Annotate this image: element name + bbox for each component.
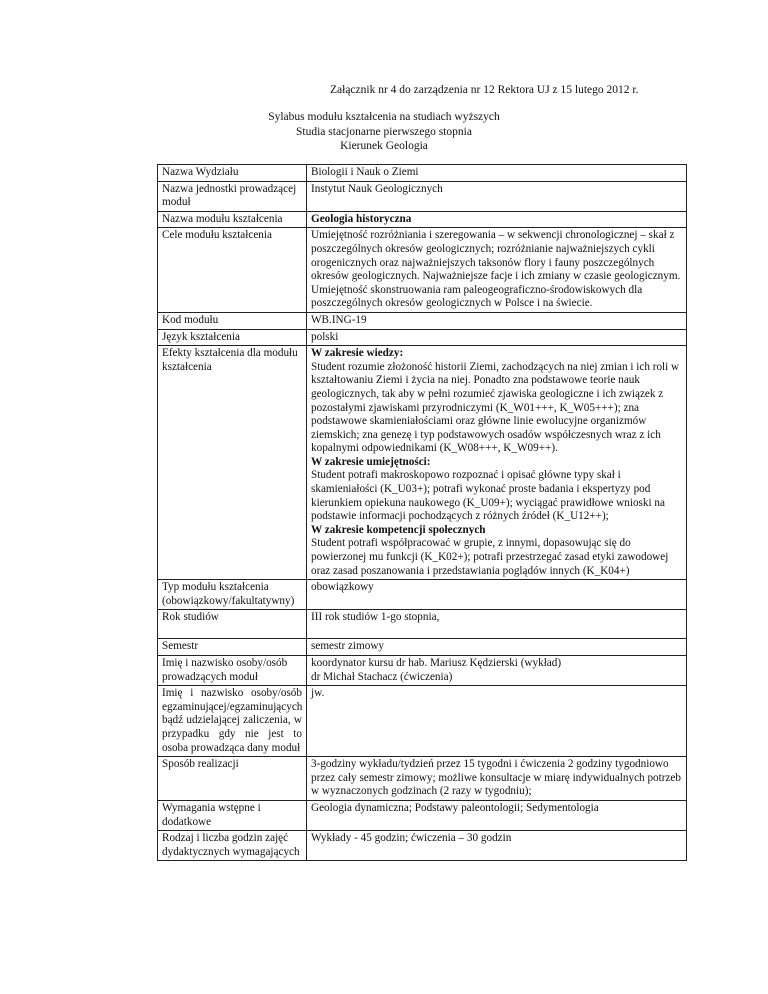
knowledge-heading: W zakresie wiedzy: bbox=[311, 347, 404, 360]
unit-label: Nazwa jednostki prowadzącej moduł bbox=[158, 181, 307, 211]
competence-heading: W zakresie kompetencji społecznych bbox=[311, 523, 486, 536]
module-type-label: Typ modułu kształcenia (obowiązkowy/fakultatywny) bbox=[158, 580, 307, 610]
semester-label: Semestr bbox=[158, 639, 307, 656]
hours-label: Rodzaj i liczba godzin zajęć dydaktycznych wymagających bbox=[158, 831, 307, 861]
language-label: Język kształcenia bbox=[158, 329, 307, 346]
table-row bbox=[158, 656, 687, 686]
code-label: Kod modułu bbox=[158, 312, 307, 329]
examiners-label-first-line: Imię i nazwisko osoby/osób bbox=[162, 687, 302, 700]
unit-value: Instytut Nauk Geologicznych bbox=[307, 181, 687, 211]
knowledge-text: Student rozumie złożoność historii Ziemi, zachodzących na niej zmian i ich roli w kształtowaniu Ziemi i życia na niej. Ponadto zna podstawowe teorie nauk geologicznych, tak aby w pełni rozumieć zjawiska geologiczne i ich związek z pozostałymi zjawiskami przyrodniczymi (K_W01+++, K_W05+++); zna podstawowe skamieniałościami oraz główne linie ewolucyjne organizmów ziemskich; zna genezę i typ podstawowych osadów współczesnych wraz z ich kopalnymi odpowiednikami (K_W08+++, K_W09++). bbox=[311, 360, 680, 455]
table-row bbox=[158, 329, 687, 346]
year-label: Rok studiów bbox=[158, 610, 307, 639]
outcomes-label: Efekty kształcenia dla modułu kształcenia bbox=[158, 346, 307, 580]
semester-value: semestr zimowy bbox=[307, 639, 687, 656]
syllabus-heading bbox=[0, 110, 768, 154]
lecturers-label: Imię i nazwisko osoby/osób prowadzących moduł bbox=[158, 656, 307, 686]
outcomes-value bbox=[307, 346, 687, 580]
table-row bbox=[158, 639, 687, 656]
examiners-label bbox=[158, 686, 307, 757]
annex-reference: Załącznik nr 4 do zarządzenia nr 12 Rektora UJ z 15 lutego 2012 r. bbox=[330, 84, 639, 96]
table-row bbox=[158, 580, 687, 610]
delivery-label: Sposób realizacji bbox=[158, 757, 307, 801]
code-value: WB.ING-19 bbox=[307, 312, 687, 329]
table-row bbox=[158, 312, 687, 329]
examiners-label-rest: egzaminującej/egzaminujących bądź udzielającej zaliczenia, w przypadku gdy nie jest to osoba prowadząca dany moduł bbox=[162, 700, 303, 754]
examiners-value: jw. bbox=[307, 686, 687, 757]
table-row bbox=[158, 610, 687, 639]
module-name-label: Nazwa modułu kształcenia bbox=[158, 211, 307, 228]
language-value: polski bbox=[307, 329, 687, 346]
goals-label: Cele modułu kształcenia bbox=[158, 228, 307, 313]
prerequisites-value: Geologia dynamiczna; Podstawy paleontologii; Sedymentologia bbox=[307, 800, 687, 830]
skills-heading: W zakresie umiejętności: bbox=[311, 455, 431, 468]
heading-title: Sylabus modułu kształcenia na studiach wyższych bbox=[268, 111, 500, 123]
hours-value: Wykłady - 45 godzin; ćwiczenia – 30 godzin bbox=[307, 831, 687, 861]
table-row bbox=[158, 831, 687, 861]
module-name-value: Geologia historyczna bbox=[307, 211, 687, 228]
syllabus-table bbox=[157, 164, 687, 861]
table-row bbox=[158, 800, 687, 830]
delivery-value: 3-godziny wykładu/tydzień przez 15 tygodni i ćwiczenia 2 godziny tygodniowo przez cały semestr zimowy; możliwe konsultacje w miarę indywidualnych potrzeb w wyznaczonych godzinach (2 razy w tygodniu); bbox=[307, 757, 687, 801]
skills-text: Student potrafi makroskopowo rozpoznać i opisać główne typy skał i skamieniałości (K_U03+); potrafi wykonać proste badania i ekspertyzy pod kierunkiem opiekuna naukowego (K_U09+); wyciągać prawidłowe wnioski na podstawie informacji pochodzących z różnych źródeł (K_U12++); bbox=[311, 469, 665, 523]
lecturers-value bbox=[307, 656, 687, 686]
prerequisites-label: Wymagania wstępne i dodatkowe bbox=[158, 800, 307, 830]
table-row bbox=[158, 165, 687, 182]
competence-text: Student potrafi współpracować w grupie, z innymi, dopasowując się do powierzonej mu funkcji (K_K02+); potrafi przestrzegać zasad etyki zawodowej oraz zasad poszanowania i przedstawiania poglądów innych (K_K04+) bbox=[311, 537, 669, 577]
module-type-value: obowiązkowy bbox=[307, 580, 687, 610]
lecturer-coordinator: koordynator kursu dr hab. Mariusz Kędzierski (wykład) bbox=[311, 657, 562, 669]
table-row bbox=[158, 686, 687, 757]
goals-value: Umiejętność rozróżniania i szeregowania – w sekwencji chronologicznej – skał z poszczególnych okresów geologicznych; rozróżnianie najważniejszych cykli orogenicznych oraz najważniejszych taksonów flory i fauny poszczególnych okresów geologicznych. Najważniejsze facje i ich zmiany w czasie geologicznym. Umiejętność skonstruowania ram paleogeograficzno-środowiskowych dla poszczególnych okresów geologicznych w Polsce i na świecie. bbox=[307, 228, 687, 313]
year-value: III rok studiów 1-go stopnia, bbox=[307, 610, 687, 639]
table-row bbox=[158, 346, 687, 580]
lecturer-exercises: dr Michał Stachacz (ćwiczenia) bbox=[311, 670, 453, 683]
faculty-value: Biologii i Nauk o Ziemi bbox=[307, 165, 687, 182]
heading-study-mode: Studia stacjonarne pierwszego stopnia bbox=[296, 125, 472, 138]
heading-field: Kierunek Geologia bbox=[340, 140, 428, 152]
table-row bbox=[158, 211, 687, 228]
table-row bbox=[158, 228, 687, 313]
faculty-label: Nazwa Wydziału bbox=[158, 165, 307, 182]
table-row bbox=[158, 181, 687, 211]
table-row bbox=[158, 757, 687, 801]
